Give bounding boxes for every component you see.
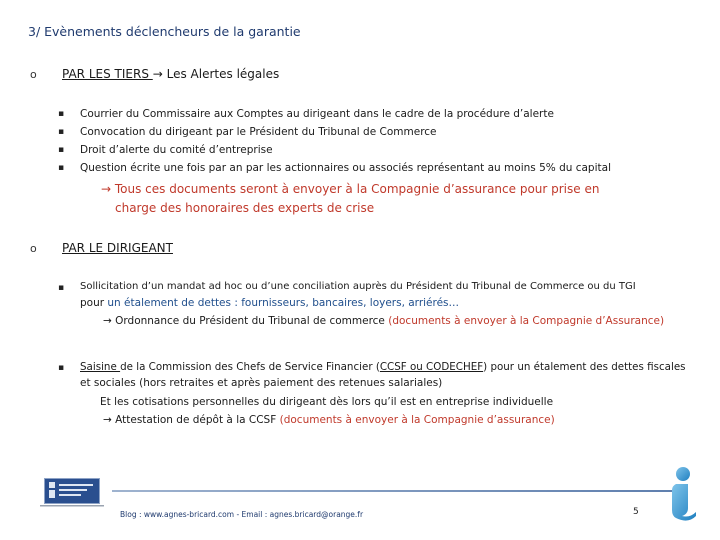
section1-item-1: Courrier du Commissaire aux Comptes au dirigeant dans le cadre de la procédure d’alerte xyxy=(80,108,554,120)
section1-item-4: Question écrite une fois par an par les actionnaires ou associés représentant au moins 5% du capital xyxy=(80,162,611,174)
section1-item-3: Droit d’alerte du comité d’entreprise xyxy=(80,144,273,156)
section2-item2-line4-prefix: → Attestation de dépôt à la CCSF xyxy=(103,414,280,426)
section1-marker: o xyxy=(30,68,37,81)
section2-item2-line4 xyxy=(103,414,555,426)
bullet-marker: ▪ xyxy=(58,145,65,155)
page-title: 3/ Evènements déclencheurs de la garantie xyxy=(28,24,301,39)
section2-item2-line1-u2: CCSF ou CODECHEF xyxy=(379,361,484,373)
bullet-marker: ▪ xyxy=(58,163,65,173)
section1-suffix: Les Alertes légales xyxy=(162,67,280,81)
section1-note-line2: charge des honoraires des experts de crise xyxy=(115,201,375,215)
footer-contact: Blog : www.agnes-bricard.com - Email : agnes.bricard@orange.fr xyxy=(120,510,364,519)
section2-item2-line1-end: ) pour un étalement des dettes fiscales xyxy=(483,361,686,373)
section1-item-2: Convocation du dirigeant par le Président du Tribunal de Commerce xyxy=(80,126,437,138)
section2-item2-line1 xyxy=(80,361,686,373)
company-logo-subtitle xyxy=(40,504,104,509)
section1-arrow: → xyxy=(152,67,163,81)
section2-item1-line3 xyxy=(103,315,664,327)
section2-item2-line1-mid: de la Commission des Chefs de Service Financier ( xyxy=(120,361,380,373)
section2-heading: PAR LE DIRIGEANT xyxy=(62,241,173,255)
section2-item1-line2-prefix: pour xyxy=(80,297,108,309)
section2-item1-line3-prefix: → Ordonnance du Président du Tribunal de commerce xyxy=(103,315,389,327)
section2-item1-line2-blue: un étalement de dettes : fournisseurs, bancaires, loyers, arriérés… xyxy=(107,297,460,309)
footer-divider xyxy=(112,490,672,492)
section2-marker: o xyxy=(30,242,37,255)
info-icon xyxy=(664,466,702,526)
section1-note-line1: → Tous ces documents seront à envoyer à la Compagnie d’assurance pour prise en xyxy=(101,182,600,196)
bullet-marker: ▪ xyxy=(58,283,65,293)
section2-item1-line3-red: (documents à envoyer à la Compagnie d’Assurance) xyxy=(388,315,665,327)
section2-item1-line1: Sollicitation d’un mandat ad hoc ou d’une conciliation auprès du Président du Tribunal de Commerce ou du TGI xyxy=(80,281,636,292)
section2-item2-line4-red: (documents à envoyer à la Compagnie d’assurance) xyxy=(279,414,555,426)
bullet-marker: ▪ xyxy=(58,363,65,373)
section2-item2-line2: et sociales (hors retraites et après paiement des retenues salariales) xyxy=(80,377,443,389)
section1-heading xyxy=(62,67,279,81)
section2-item2-line1-u: Saisine xyxy=(80,361,121,373)
section2-item1-line2 xyxy=(80,297,459,309)
company-logo xyxy=(44,478,100,504)
bullet-marker: ▪ xyxy=(58,127,65,137)
section1-prefix: PAR LES TIERS xyxy=(62,67,153,81)
page-number: 5 xyxy=(633,507,639,517)
bullet-marker: ▪ xyxy=(58,109,65,119)
section2-item2-line3: Et les cotisations personnelles du dirigeant dès lors qu’il est en entreprise individuelle xyxy=(100,396,554,408)
